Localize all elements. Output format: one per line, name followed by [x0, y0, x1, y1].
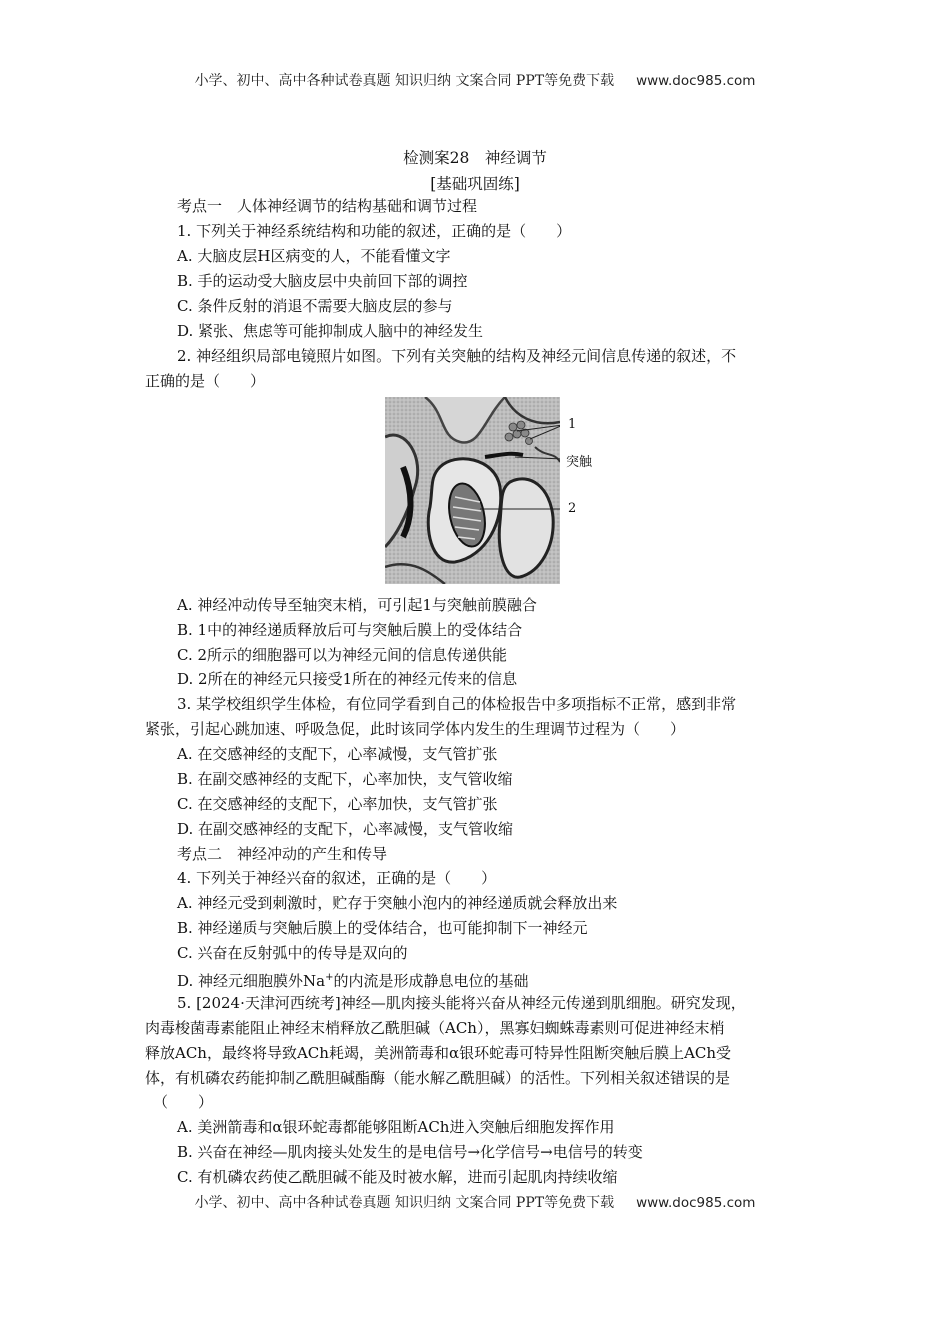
question-3-option-a: A. 在交感神经的支配下，心率减慢，支气管扩张	[177, 745, 498, 763]
page-header	[0, 70, 950, 90]
question-3-option-c: C. 在交感神经的支配下，心率加快，支气管扩张	[177, 795, 498, 813]
figure-label-synapse: 突触	[566, 455, 593, 470]
question-1-option-a: A. 大脑皮层H区病变的人，不能看懂文字	[177, 247, 451, 265]
question-4-option-d-post: 的内流是形成静息电位的基础	[333, 972, 529, 990]
question-2-option-b: B. 1中的神经递质释放后可与突触后膜上的受体结合	[177, 621, 523, 639]
question-5-stem-line5: （ ）	[153, 1093, 214, 1111]
question-1-option-d: D. 紧张、焦虑等可能抑制成人脑中的神经发生	[177, 322, 484, 340]
question-4-option-a: A. 神经元受到刺激时，贮存于突触小泡内的神经递质就会释放出来	[177, 894, 618, 912]
question-4-option-b: B. 神经递质与突触后膜上的受体结合，也可能抑制下一神经元	[177, 919, 588, 937]
question-3-stem-line2: 紧张，引起心跳加速、呼吸急促，此时该同学体内发生的生理调节过程为（ ）	[145, 720, 686, 738]
question-5-stem-line3: 释放ACh，最终将导致ACh耗竭，美洲箭毒和α银环蛇毒可特异性阻断突触后膜上ACh受	[145, 1044, 732, 1062]
figure-label-2: 2	[568, 501, 577, 516]
question-5-stem-line2: 肉毒梭菌毒素能阻止神经末梢释放乙酰胆碱（ACh），黑寡妇蜘蛛毒素则可促进神经末梢	[145, 1019, 725, 1037]
question-4-option-c: C. 兴奋在反射弧中的传导是双向的	[177, 944, 408, 962]
question-2-option-d: D. 2所在的神经元只接受1所在的神经元传来的信息	[177, 670, 518, 688]
question-3-option-b: B. 在副交感神经的支配下，心率加快，支气管收缩	[177, 770, 513, 788]
question-5-stem-line1: 5. [2024·天津河西统考]神经—肌肉接头能将兴奋从神经元传递到肌细胞。研究发现，	[177, 994, 746, 1012]
question-2-option-c: C. 2所示的细胞器可以为神经元间的信息传递供能	[177, 646, 508, 664]
question-5-option-b: B. 兴奋在神经—肌肉接头处发生的是电信号→化学信号→电信号的转变	[177, 1143, 643, 1161]
question-2-stem-line1: 2. 神经组织局部电镜照片如图。下列有关突触的结构及神经元间信息传递的叙述，不	[177, 347, 737, 365]
header-text: 小学、初中、高中各种试卷真题 知识归纳 文案合同 PPT等免费下载	[194, 73, 615, 89]
question-3-stem-line1: 3. 某学校组织学生体检，有位同学看到自己的体检报告中多项指标不正常，感到非常	[177, 695, 737, 713]
question-4-stem: 4. 下列关于神经兴奋的叙述，正确的是（ ）	[177, 869, 497, 887]
page-subtitle: [基础巩固练]	[430, 175, 520, 193]
question-5-stem-line4: 体，有机磷农药能抑制乙酰胆碱酯酶（能水解乙酰胆碱）的活性。下列相关叙述错误的是	[145, 1069, 731, 1087]
question-1-option-b: B. 手的运动受大脑皮层中央前回下部的调控	[177, 272, 468, 290]
page-footer	[0, 1192, 950, 1212]
question-1-option-c: C. 条件反射的消退不需要大脑皮层的参与	[177, 297, 453, 315]
question-1-stem: 1. 下列关于神经系统结构和功能的叙述，正确的是（ ）	[177, 222, 572, 240]
question-4-option-d	[177, 968, 529, 991]
question-4-option-d-pre: D. 神经元细胞膜外Na	[177, 972, 326, 990]
question-2-stem-line2: 正确的是（ ）	[145, 372, 266, 390]
header-url[interactable]: www.doc985.com	[636, 73, 756, 89]
question-2-option-a: A. 神经冲动传导至轴突末梢，可引起1与突触前膜融合	[177, 596, 537, 614]
question-5-option-a: A. 美洲箭毒和α银环蛇毒都能够阻断ACh进入突触后细胞发挥作用	[177, 1118, 615, 1136]
figure-label-1: 1	[568, 417, 577, 432]
footer-text: 小学、初中、高中各种试卷真题 知识归纳 文案合同 PPT等免费下载	[194, 1195, 615, 1211]
electron-micrograph-figure	[385, 397, 560, 584]
question-5-option-c: C. 有机磷农药使乙酰胆碱不能及时被水解，进而引起肌肉持续收缩	[177, 1168, 618, 1186]
page-title: 检测案28 神经调节	[403, 149, 547, 167]
superscript-plus: +	[325, 972, 334, 983]
footer-url[interactable]: www.doc985.com	[636, 1195, 756, 1211]
question-3-option-d: D. 在副交感神经的支配下，心率减慢，支气管收缩	[177, 820, 514, 838]
section-heading-2: 考点二 神经冲动的产生和传导	[177, 845, 388, 863]
section-heading-1: 考点一 人体神经调节的结构基础和调节过程	[177, 197, 478, 215]
